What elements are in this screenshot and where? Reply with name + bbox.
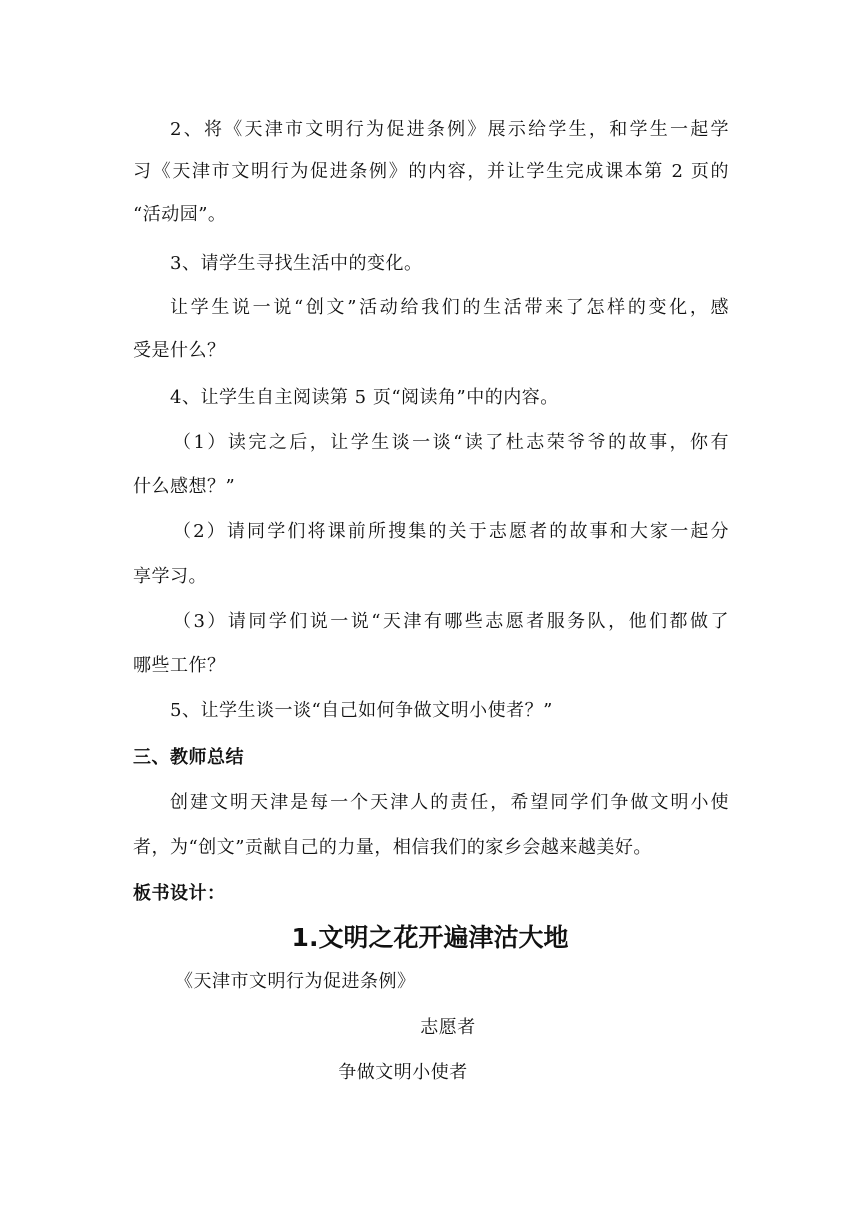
board-heading: 板书设计： (133, 883, 226, 904)
board-item: 争做文明小使者 (338, 1062, 468, 1083)
paragraph-line: 4、让学生自主阅读第 5 页“阅读角”中的内容。 (170, 387, 559, 408)
paragraph-line: （3）请同学们说一说“天津有哪些志愿者服务队，他们都做了 (173, 611, 729, 632)
board-item: 志愿者 (420, 1017, 476, 1038)
paragraph-line: 哪些工作？ (133, 655, 226, 676)
paragraph-line: （2）请同学们将课前所搜集的关于志愿者的故事和大家一起分 (173, 521, 729, 542)
paragraph-line: （1）读完之后，让学生谈一谈“读了杜志荣爷爷的故事，你有 (173, 432, 729, 453)
paragraph-line: “活动园”。 (133, 204, 227, 225)
board-item: 《天津市文明行为促进条例》 (175, 971, 416, 992)
paragraph-line: 让学生说一说“创文”活动给我们的生活带来了怎样的变化，感 (170, 297, 729, 318)
paragraph-line: 3、请学生寻找生活中的变化。 (170, 253, 423, 274)
section-heading: 三、教师总结 (133, 747, 244, 768)
paragraph-line: 习《天津市文明行为促进条例》的内容，并让学生完成课本第 2 页的 (133, 161, 729, 182)
board-title: 1.文明之花开遍津沽大地 (291, 923, 569, 952)
paragraph-line: 受是什么？ (133, 340, 226, 361)
paragraph-line: 2、将《天津市文明行为促进条例》展示给学生，和学生一起学 (170, 119, 729, 140)
paragraph-line: 5、让学生谈一谈“自己如何争做文明小使者？” (170, 700, 553, 721)
paragraph-line: 享学习。 (133, 566, 207, 587)
paragraph-line: 者，为“创文”贡献自己的力量，相信我们的家乡会越来越美好。 (133, 837, 652, 858)
paragraph-line: 创建文明天津是每一个天津人的责任，希望同学们争做文明小使 (170, 792, 729, 813)
paragraph-line: 什么感想？” (133, 476, 236, 497)
